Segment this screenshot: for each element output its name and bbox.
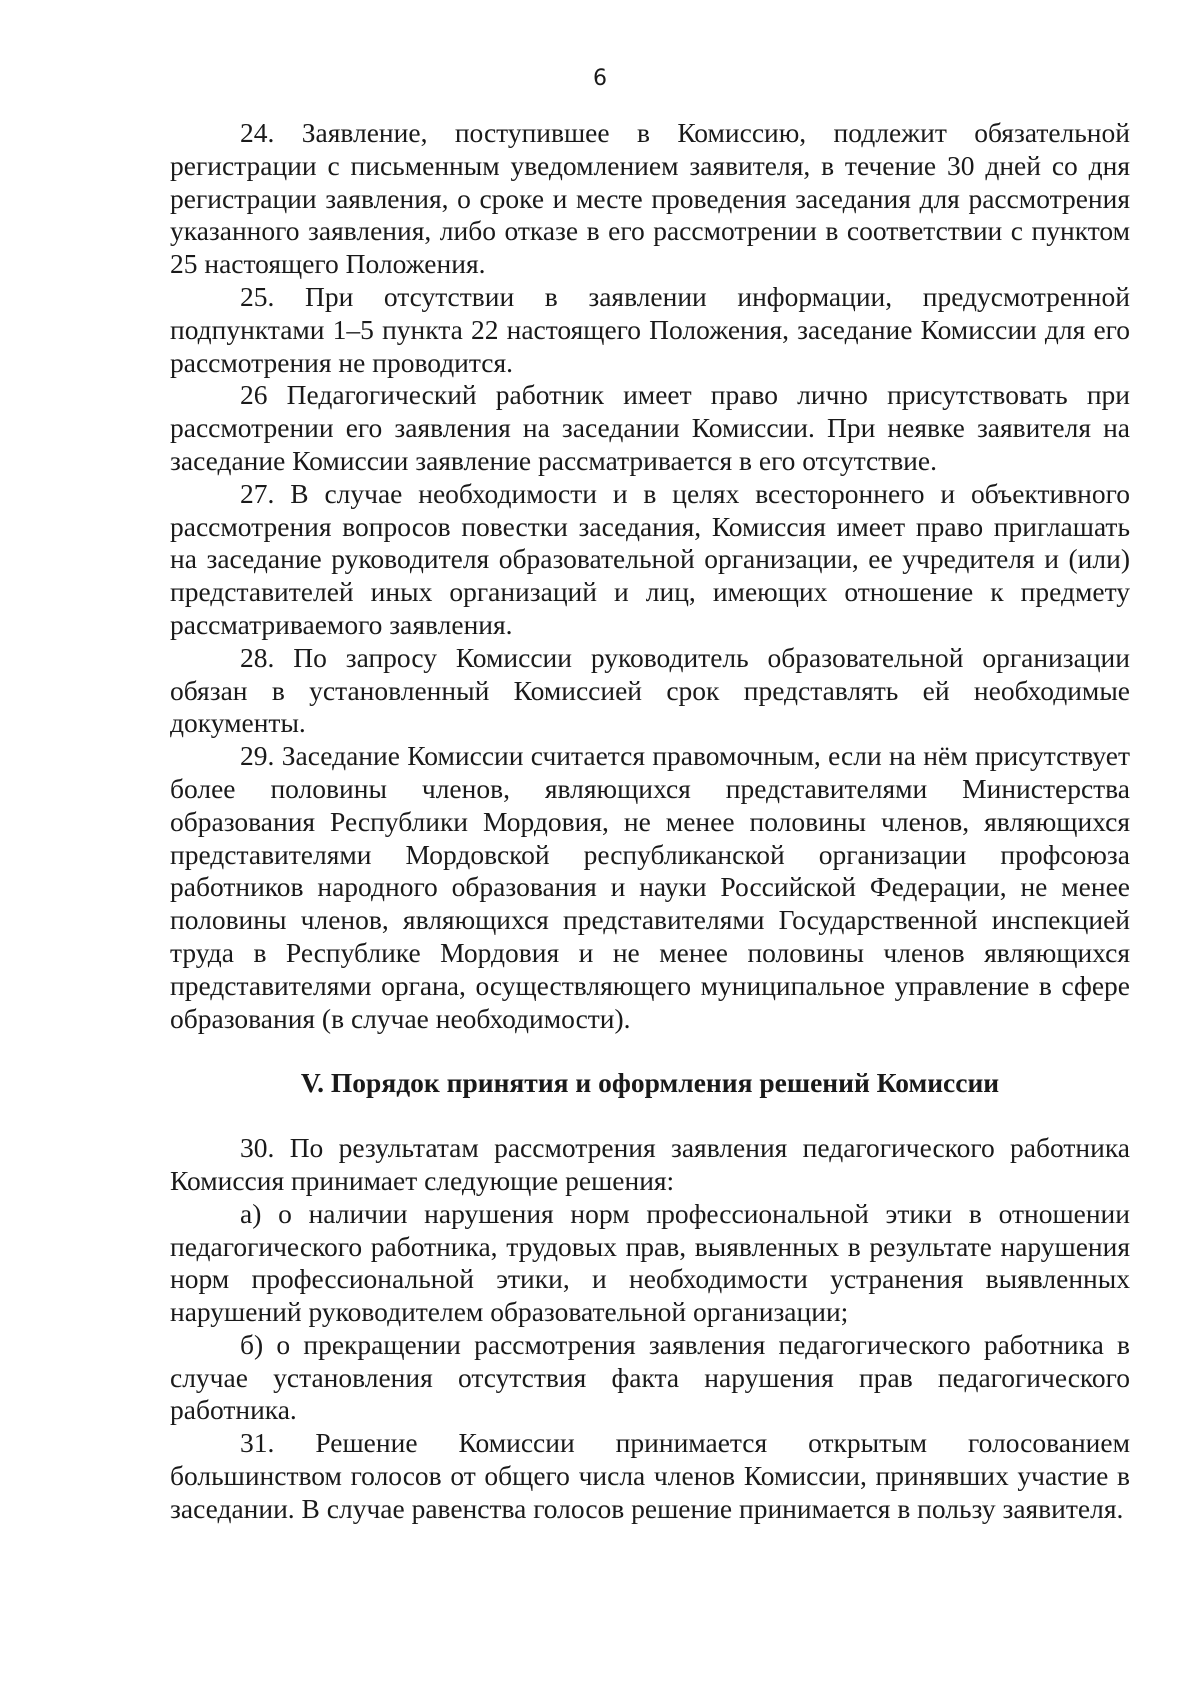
paragraph-31: 31. Решение Комиссии принимается открытым голосованием большинством голосов от общего числа членов Комиссии, принявших участие в заседании. В случае равенства голосов решение принимается в пользу заявителя. <box>170 1427 1130 1524</box>
paragraph-30-b: б) о прекращении рассмотрения заявления педагогического работника в случае установления отсутствия факта нарушения прав педагогического работника. <box>170 1328 1130 1426</box>
paragraph-29: 29. Заседание Комиссии считается правомочным, если на нём присутствует более половины членов, являющихся представителями Министерства образования Республики Мордовия, не менее половины членов, являющихся представителями Мордовской республиканской организации профсоюза работников народного образования и науки Российской Федерации, не менее половины членов, являющихся представителями Государственной инспекцией труда в Республике Мордовия и не менее половины членов являющихся представителями органа, осуществляющего муниципальное управление в сфере образования (в случае необходимости). <box>170 740 1130 1034</box>
document-body <box>170 117 1130 1526</box>
page-number: 6 <box>593 66 607 91</box>
paragraph-28: 28. По запросу Комиссии руководитель образовательной организации обязан в установленный Комиссией срок представлять ей необходимые документы. <box>170 641 1130 739</box>
paragraph-26: 26 Педагогический работник имеет право лично присутствовать при рассмотрении его заявления на заседании Комиссии. При неявке заявителя на заседание Комиссии заявление рассматривается в его отсутствие. <box>170 379 1130 476</box>
paragraph-24: 24. Заявление, поступившее в Комиссию, подлежит обязательной регистрации с письменным уведомлением заявителя, в течение 30 дней со дня регистрации заявления, о сроке и месте проведения заседания для рассмотрения указанного заявления, либо отказе в его рассмотрении в соответствии с пунктом 25 настоящего Положения. <box>170 117 1130 280</box>
section-heading: V. Порядок принятия и оформления решений Комиссии <box>300 1067 1000 1099</box>
paragraph-25: 25. При отсутствии в заявлении информации, предусмотренной подпунктами 1–5 пункта 22 настоящего Положения, заседание Комиссии для его рассмотрения не проводится. <box>170 280 1130 378</box>
paragraph-27: 27. В случае необходимости и в целях всестороннего и объективного рассмотрения вопросов повестки заседания, Комиссия имеет право приглашать на заседание руководителя образовательной организации, ее учредителя и (или) представителей иных организаций и лиц, имеющих отношение к предмету рассматриваемого заявления. <box>170 477 1130 640</box>
paragraph-30: 30. По результатам рассмотрения заявления педагогического работника Комиссия принимает следующие решения: <box>170 1132 1130 1196</box>
paragraph-30-a: а) о наличии нарушения норм профессиональной этики в отношении педагогического работника, трудовых прав, выявленных в результате нарушения норм профессиональной этики, и необходимости устранения выявленных нарушений руководителем образовательной организации; <box>170 1197 1130 1328</box>
